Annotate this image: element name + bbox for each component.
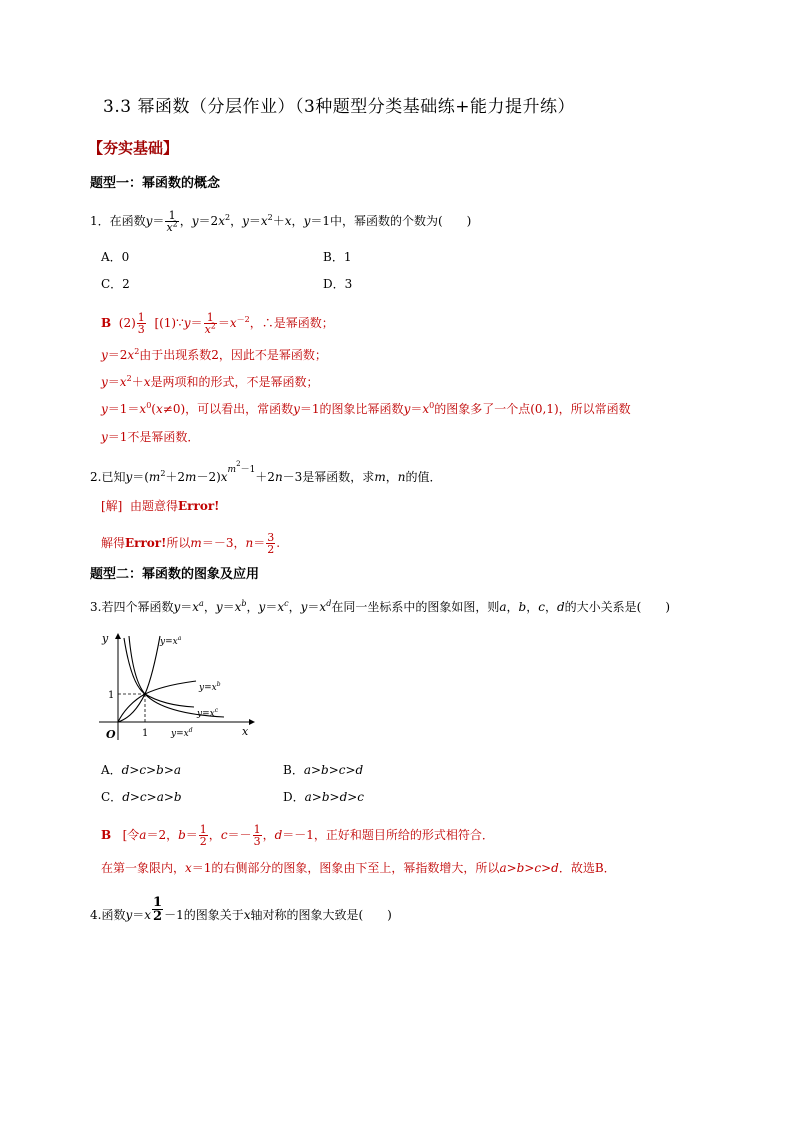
graph-x-label: x bbox=[242, 725, 249, 738]
q1-answer-line5: y＝1不是幂函数． bbox=[101, 430, 200, 444]
page-title: 3.3 幂函数（分层作业）（3种题型分类基础练+能力提升练） bbox=[103, 97, 575, 117]
q3-answer-line1: B [令a＝2，b＝ $\frac{1}{2}$ ，c＝－ $\frac{1}{3}$ ，d＝－1，正好和题目所给的形式相符合． bbox=[101, 823, 494, 848]
q4-stem: 4.函数y＝x $\frac{1}{2}$ －1的图象关于x轴对称的图象大致是( ) bbox=[90, 895, 392, 924]
q3-option-a: A．d>c>b>a bbox=[101, 763, 182, 777]
q1-answer-line4: $y=1=x^0(x\ne 0)$，可以看出，常函数y＝1的图象比幂函数$y=x^0$的图象多了一个点(0,1)，所以常函数 bbox=[101, 401, 631, 416]
q1-stem: 1．在函数y＝ $\frac{1}{x^2}$ ，$y=2x^2$，$y=x^2+x$，y＝1中，幂函数的个数为( ) bbox=[90, 209, 472, 234]
q1-option-b: B．1 bbox=[323, 250, 352, 264]
type2-heading: 题型二：幂函数的图象及应用 bbox=[90, 567, 260, 582]
q1-option-c: C．2 bbox=[101, 277, 130, 291]
q1-answer-line2: $y=2x^2$由于出现系数2，因此不是幂函数； bbox=[101, 347, 327, 362]
q3-stem: 3.若四个幂函数$y=x^a$，$y=x^b$，$y=x^c$，$y=x^d$在同一坐标系中的图象如图，则a，b，c，d的大小关系是( ) bbox=[90, 599, 671, 614]
q2-solution-line1: [解] 由题意得Error! bbox=[101, 499, 220, 513]
q1-fraction: $\frac{1}{x^2}$ bbox=[166, 209, 178, 234]
graph-y-label: y bbox=[102, 632, 109, 645]
q1-answer-line3: $y=x^2+x$是两项和的形式，不是幂函数； bbox=[101, 374, 319, 389]
curve-y-x-b bbox=[118, 681, 196, 722]
curve-y-x-a bbox=[118, 636, 160, 722]
q1-answer-line1: B (2) $\frac{1}{3}$ [(1)∵y＝ $\frac{1}{x^2}$ $=x^{-2}$，∴是幂函数； bbox=[101, 311, 334, 336]
label-y-x-b: $y=x^b$ bbox=[199, 681, 221, 693]
q2-stem: 2.已知$y=(m^2+2m-2)x^{m^2-1}+2n-3$是幂函数，求m，n的值． bbox=[90, 460, 442, 484]
q3-option-c: C．d>c>a>b bbox=[101, 790, 182, 804]
q3-answer-line2: 在第一象限内，x＝1的右侧部分的图象，图象由下至上，幂指数增大，所以a>b>c>d．故选B． bbox=[101, 861, 616, 875]
q1-option-d: D．3 bbox=[323, 277, 353, 291]
q3-option-d: D．a>b>d>c bbox=[283, 790, 365, 804]
graph-y-one-label: 1 bbox=[108, 690, 115, 701]
q1-option-a: A．0 bbox=[101, 250, 130, 264]
power-function-graph bbox=[96, 628, 260, 744]
q3-option-b: B．a>b>c>d bbox=[283, 763, 364, 777]
label-y-x-c: $y=x^c$ bbox=[197, 707, 219, 719]
label-y-x-d: $y=x^d$ bbox=[171, 727, 193, 739]
type1-heading: 题型一：幂函数的概念 bbox=[90, 176, 221, 191]
section-heading: 【夯实基础】 bbox=[88, 139, 179, 157]
label-y-x-a: $y=x^a$ bbox=[160, 635, 182, 647]
q2-solution-line2: 解得Error!所以m＝－3，n＝ $\frac{3}{2}$ . bbox=[101, 531, 281, 556]
graph-origin-label: O bbox=[106, 728, 116, 741]
graph-x-one-label: 1 bbox=[142, 728, 149, 739]
